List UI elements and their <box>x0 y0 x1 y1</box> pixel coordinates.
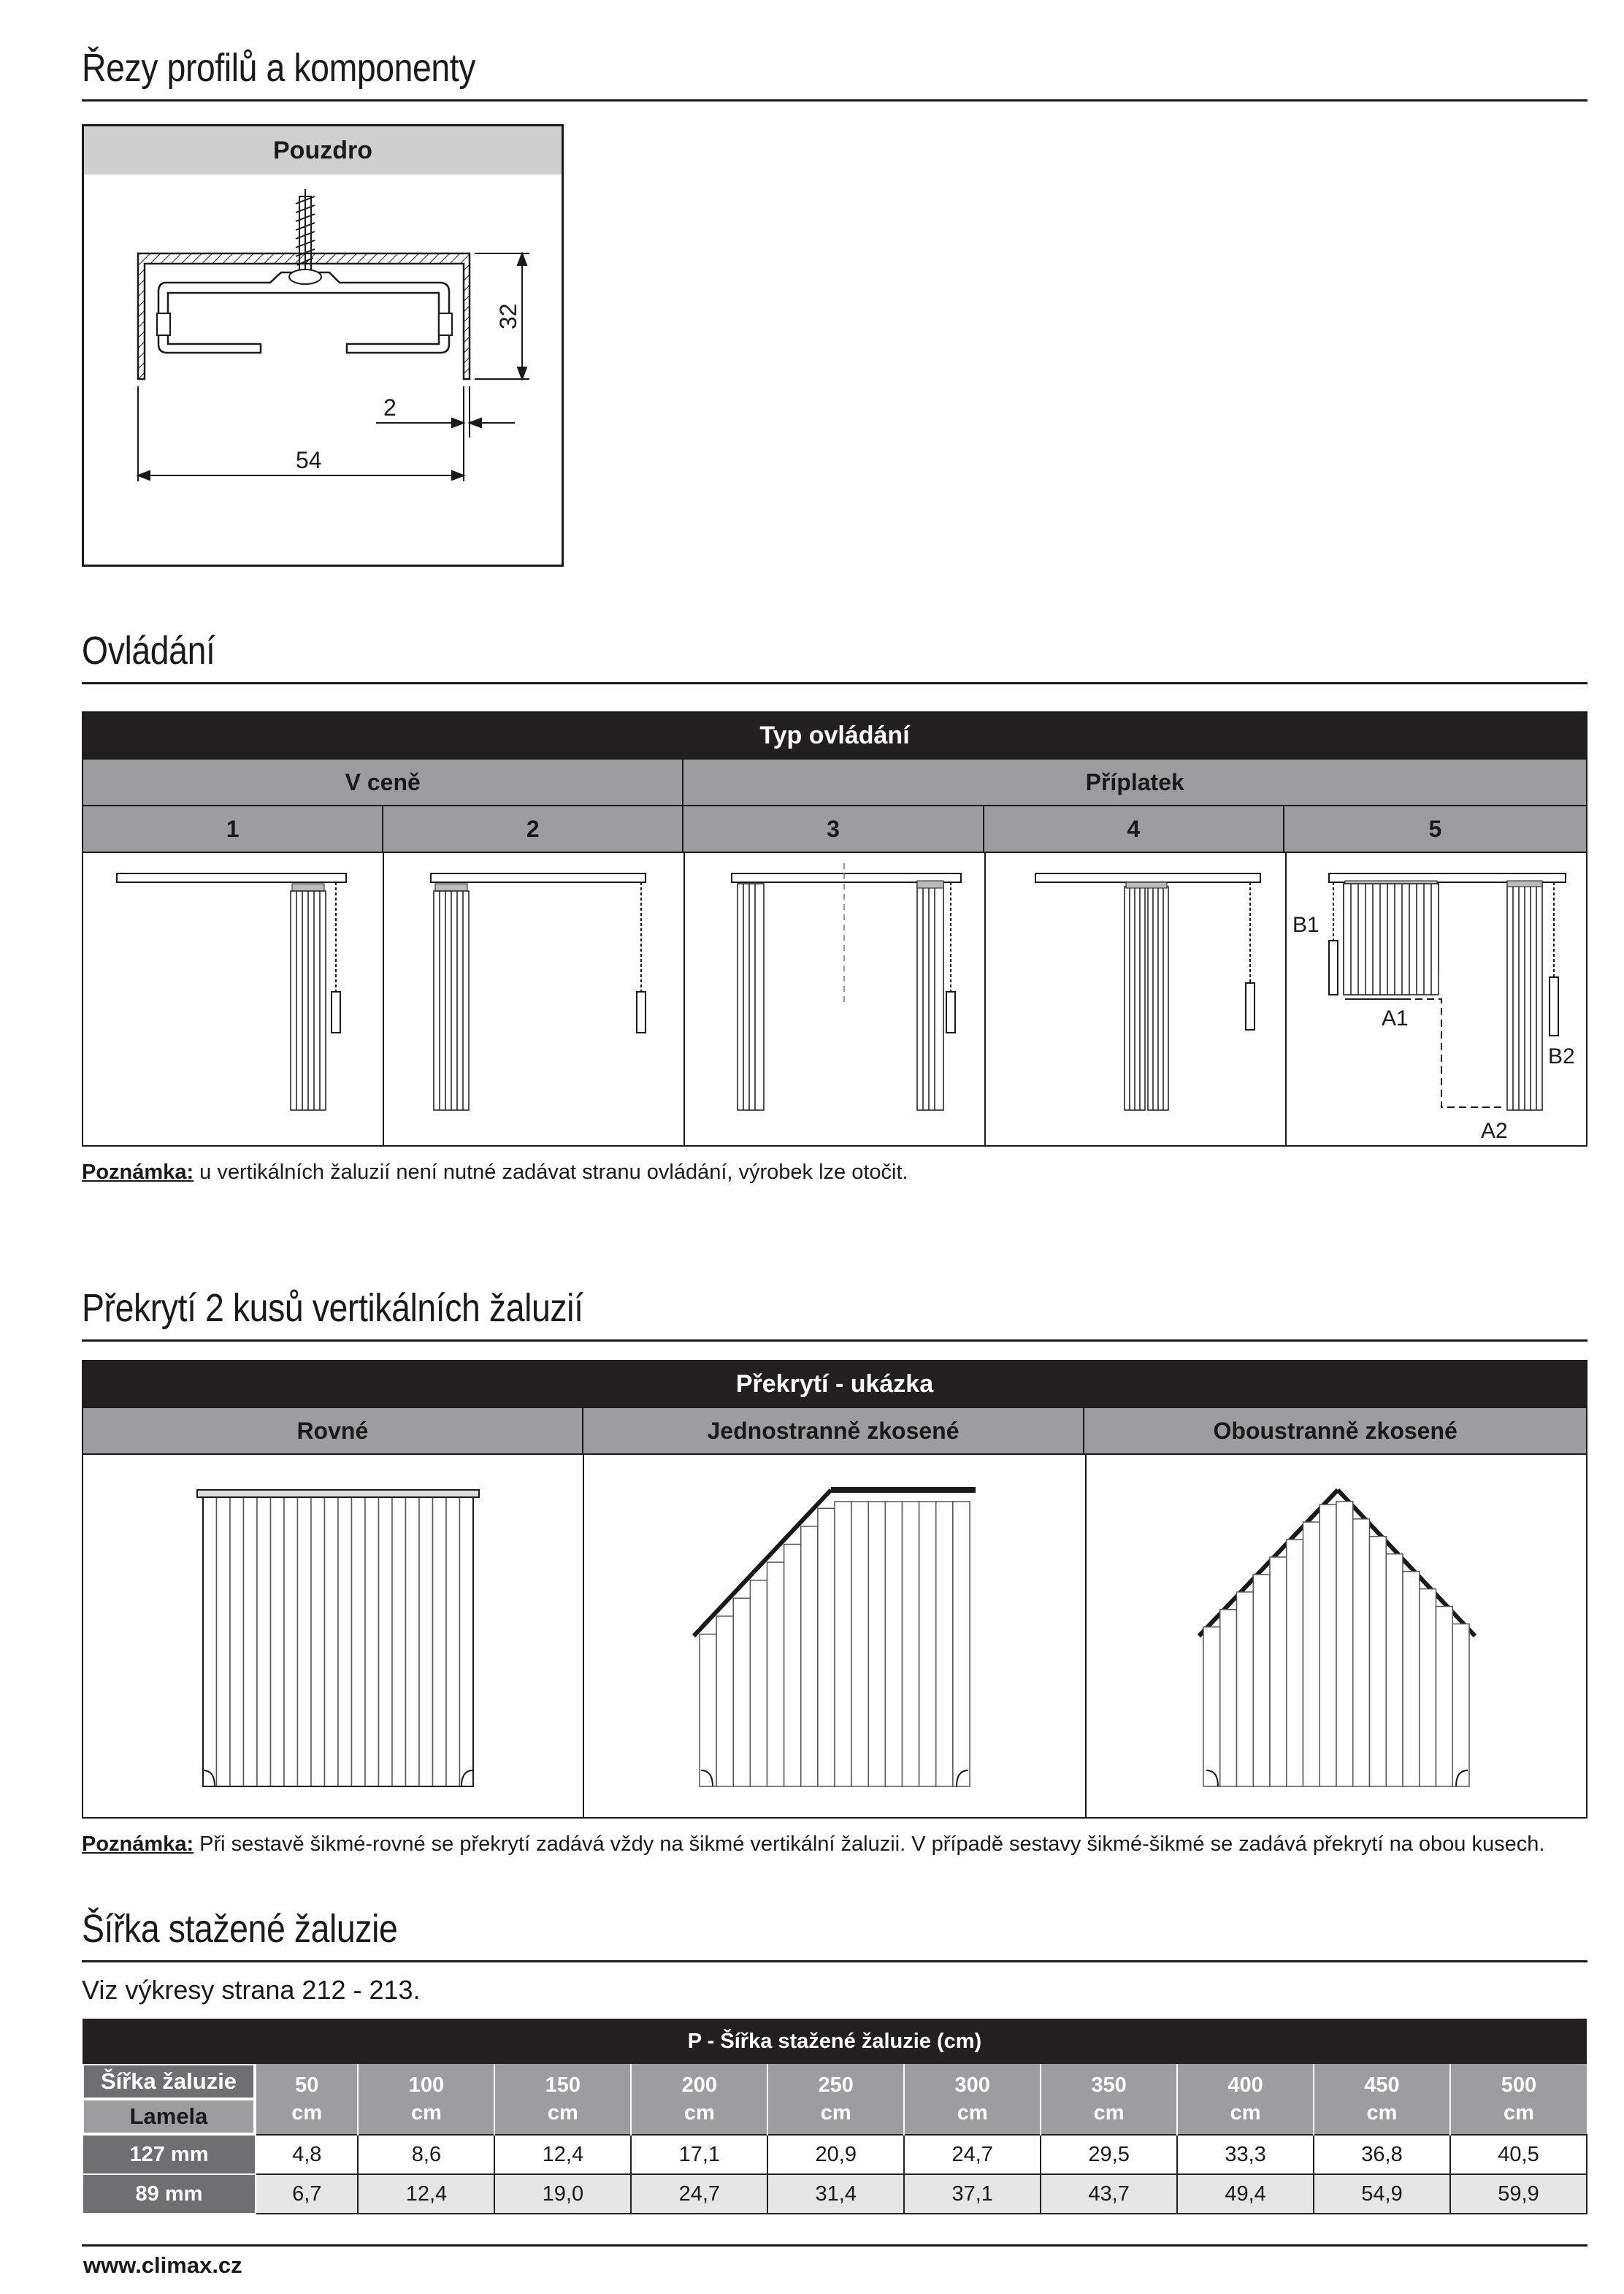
group-surcharge: Příplatek <box>683 758 1586 805</box>
section-rule <box>82 99 1587 102</box>
width-col-header <box>904 2064 1041 2135</box>
overlap-col-one-sided: Jednostranně zkosené <box>583 1407 1085 1453</box>
control-col-3: 3 <box>683 805 984 852</box>
width-col-header <box>1450 2064 1587 2135</box>
corner-lamella-label: Lamela <box>83 2099 255 2134</box>
section-rule <box>82 1339 1587 1342</box>
control-col-5: 5 <box>1284 805 1586 852</box>
control-col-1: 1 <box>83 805 383 852</box>
label-a1: A1 <box>1382 1006 1409 1031</box>
overlap-diagram-straight <box>83 1455 583 1817</box>
width-col-header <box>1314 2064 1450 2135</box>
width-value: 450 <box>1364 2073 1400 2097</box>
width-col-header <box>256 2064 358 2135</box>
overlap-col-straight: Rovné <box>83 1407 583 1453</box>
width-cell: 4,8 <box>256 2135 358 2174</box>
width-unit: cm <box>957 2101 988 2125</box>
width-cell: 6,7 <box>256 2174 358 2214</box>
label-a2: A2 <box>1481 1119 1508 1143</box>
width-cell: 8,6 <box>358 2135 494 2174</box>
width-cell: 59,9 <box>1450 2174 1587 2214</box>
control-diagram-3 <box>685 853 984 1145</box>
corner-width-label: Šířka žaluzie <box>83 2064 255 2099</box>
section-rule <box>82 1960 1587 1962</box>
label-b1: B1 <box>1292 913 1320 937</box>
width-col-header <box>494 2064 631 2135</box>
width-cell: 36,8 <box>1314 2135 1450 2174</box>
label-b2: B2 <box>1548 1044 1575 1068</box>
footer-rule <box>82 2244 1587 2247</box>
footer-url: www.climax.cz <box>83 2252 242 2278</box>
note-label: Poznámka: <box>82 1832 194 1856</box>
control-col-2: 2 <box>383 805 683 852</box>
dim-width-label: 54 <box>296 447 322 473</box>
control-type-table <box>82 711 1587 1147</box>
width-value: 400 <box>1227 2073 1263 2097</box>
section-title-overlap: Překrytí 2 kusů vertikálních žaluzií <box>82 1286 583 1330</box>
width-unit: cm <box>410 2101 442 2125</box>
width-value: 150 <box>545 2073 581 2097</box>
width-table <box>82 2019 1587 2214</box>
width-cell: 20,9 <box>767 2135 904 2174</box>
width-unit: cm <box>547 2101 578 2125</box>
width-unit: cm <box>1504 2101 1534 2125</box>
section-title-profiles: Řezy profilů a komponenty <box>82 46 476 90</box>
width-col-header <box>767 2064 904 2135</box>
pouzdro-panel <box>82 124 564 567</box>
control-table-title: Typ ovládání <box>83 713 1586 758</box>
overlap-note <box>82 1830 1587 1858</box>
width-cell: 29,5 <box>1041 2135 1177 2174</box>
overlap-diagram-two-sided <box>1087 1455 1587 1817</box>
width-unit: cm <box>1366 2101 1398 2125</box>
width-cell: 37,1 <box>904 2174 1041 2214</box>
width-cell: 17,1 <box>631 2135 767 2174</box>
width-value: 50 <box>295 2073 319 2097</box>
width-cell: 24,7 <box>904 2135 1041 2174</box>
dim-height-label: 32 <box>495 303 521 329</box>
control-diagram-1 <box>83 853 383 1145</box>
width-col-header <box>1177 2064 1314 2135</box>
width-value: 350 <box>1091 2073 1127 2097</box>
width-value: 500 <box>1501 2073 1537 2097</box>
width-cell: 33,3 <box>1177 2135 1314 2174</box>
dim-wall-label: 2 <box>383 394 397 421</box>
width-cell: 40,5 <box>1450 2135 1587 2174</box>
lamella-row-label: 89 mm <box>83 2174 256 2214</box>
width-cell: 24,7 <box>631 2174 767 2214</box>
width-cell: 19,0 <box>494 2174 631 2214</box>
note-text: u vertikálních žaluzií není nutné zadávat stranu ovládání, výrobek lze otočit. <box>194 1161 908 1184</box>
control-diagram-5 <box>1287 853 1587 1145</box>
width-intro: Viz výkresy strana 212 - 213. <box>82 1975 421 2005</box>
width-cell: 31,4 <box>767 2174 904 2214</box>
control-note <box>82 1158 1587 1186</box>
pouzdro-title: Pouzdro <box>84 126 562 175</box>
width-unit: cm <box>683 2101 715 2125</box>
section-rule <box>82 682 1587 684</box>
width-col-header <box>631 2064 767 2135</box>
overlap-table-title: Překrytí - ukázka <box>83 1361 1586 1407</box>
note-text: Při sestavě šikmé-rovné se překrytí zadává vždy na šikmé vertikální žaluzii. V případě sestavy šikmé-šikmé se zadává překrytí na obou kusech. <box>194 1832 1545 1856</box>
control-diagram-4 <box>986 853 1285 1145</box>
width-cell: 49,4 <box>1177 2174 1314 2214</box>
width-unit: cm <box>820 2101 851 2125</box>
control-diagram-2 <box>384 853 683 1145</box>
section-title-control: Ovládání <box>82 629 215 673</box>
section-title-width: Šířka stažené žaluzie <box>82 1907 398 1951</box>
overlap-table <box>82 1360 1587 1819</box>
lamella-row-label: 127 mm <box>83 2135 256 2174</box>
note-label: Poznámka: <box>82 1161 194 1184</box>
overlap-col-two-sided: Oboustranně zkosené <box>1084 1407 1586 1453</box>
width-value: 250 <box>818 2073 854 2097</box>
width-table-title: P - Šířka stažené žaluzie (cm) <box>83 2019 1587 2064</box>
width-cell: 54,9 <box>1314 2174 1450 2214</box>
group-included: V ceně <box>83 758 683 805</box>
width-value: 200 <box>681 2073 717 2097</box>
control-col-4: 4 <box>984 805 1284 852</box>
width-unit: cm <box>1230 2101 1261 2125</box>
overlap-diagram-one-sided <box>584 1455 1085 1817</box>
width-cell: 43,7 <box>1041 2174 1177 2214</box>
width-col-header <box>1041 2064 1177 2135</box>
width-cell: 12,4 <box>358 2174 494 2214</box>
width-unit: cm <box>291 2101 323 2125</box>
width-value: 100 <box>408 2073 445 2097</box>
width-cell: 12,4 <box>494 2135 631 2174</box>
pouzdro-profile-drawing <box>84 175 562 565</box>
width-col-header <box>358 2064 494 2135</box>
width-value: 300 <box>954 2073 990 2097</box>
width-table-corner <box>83 2064 256 2135</box>
width-unit: cm <box>1093 2101 1125 2125</box>
